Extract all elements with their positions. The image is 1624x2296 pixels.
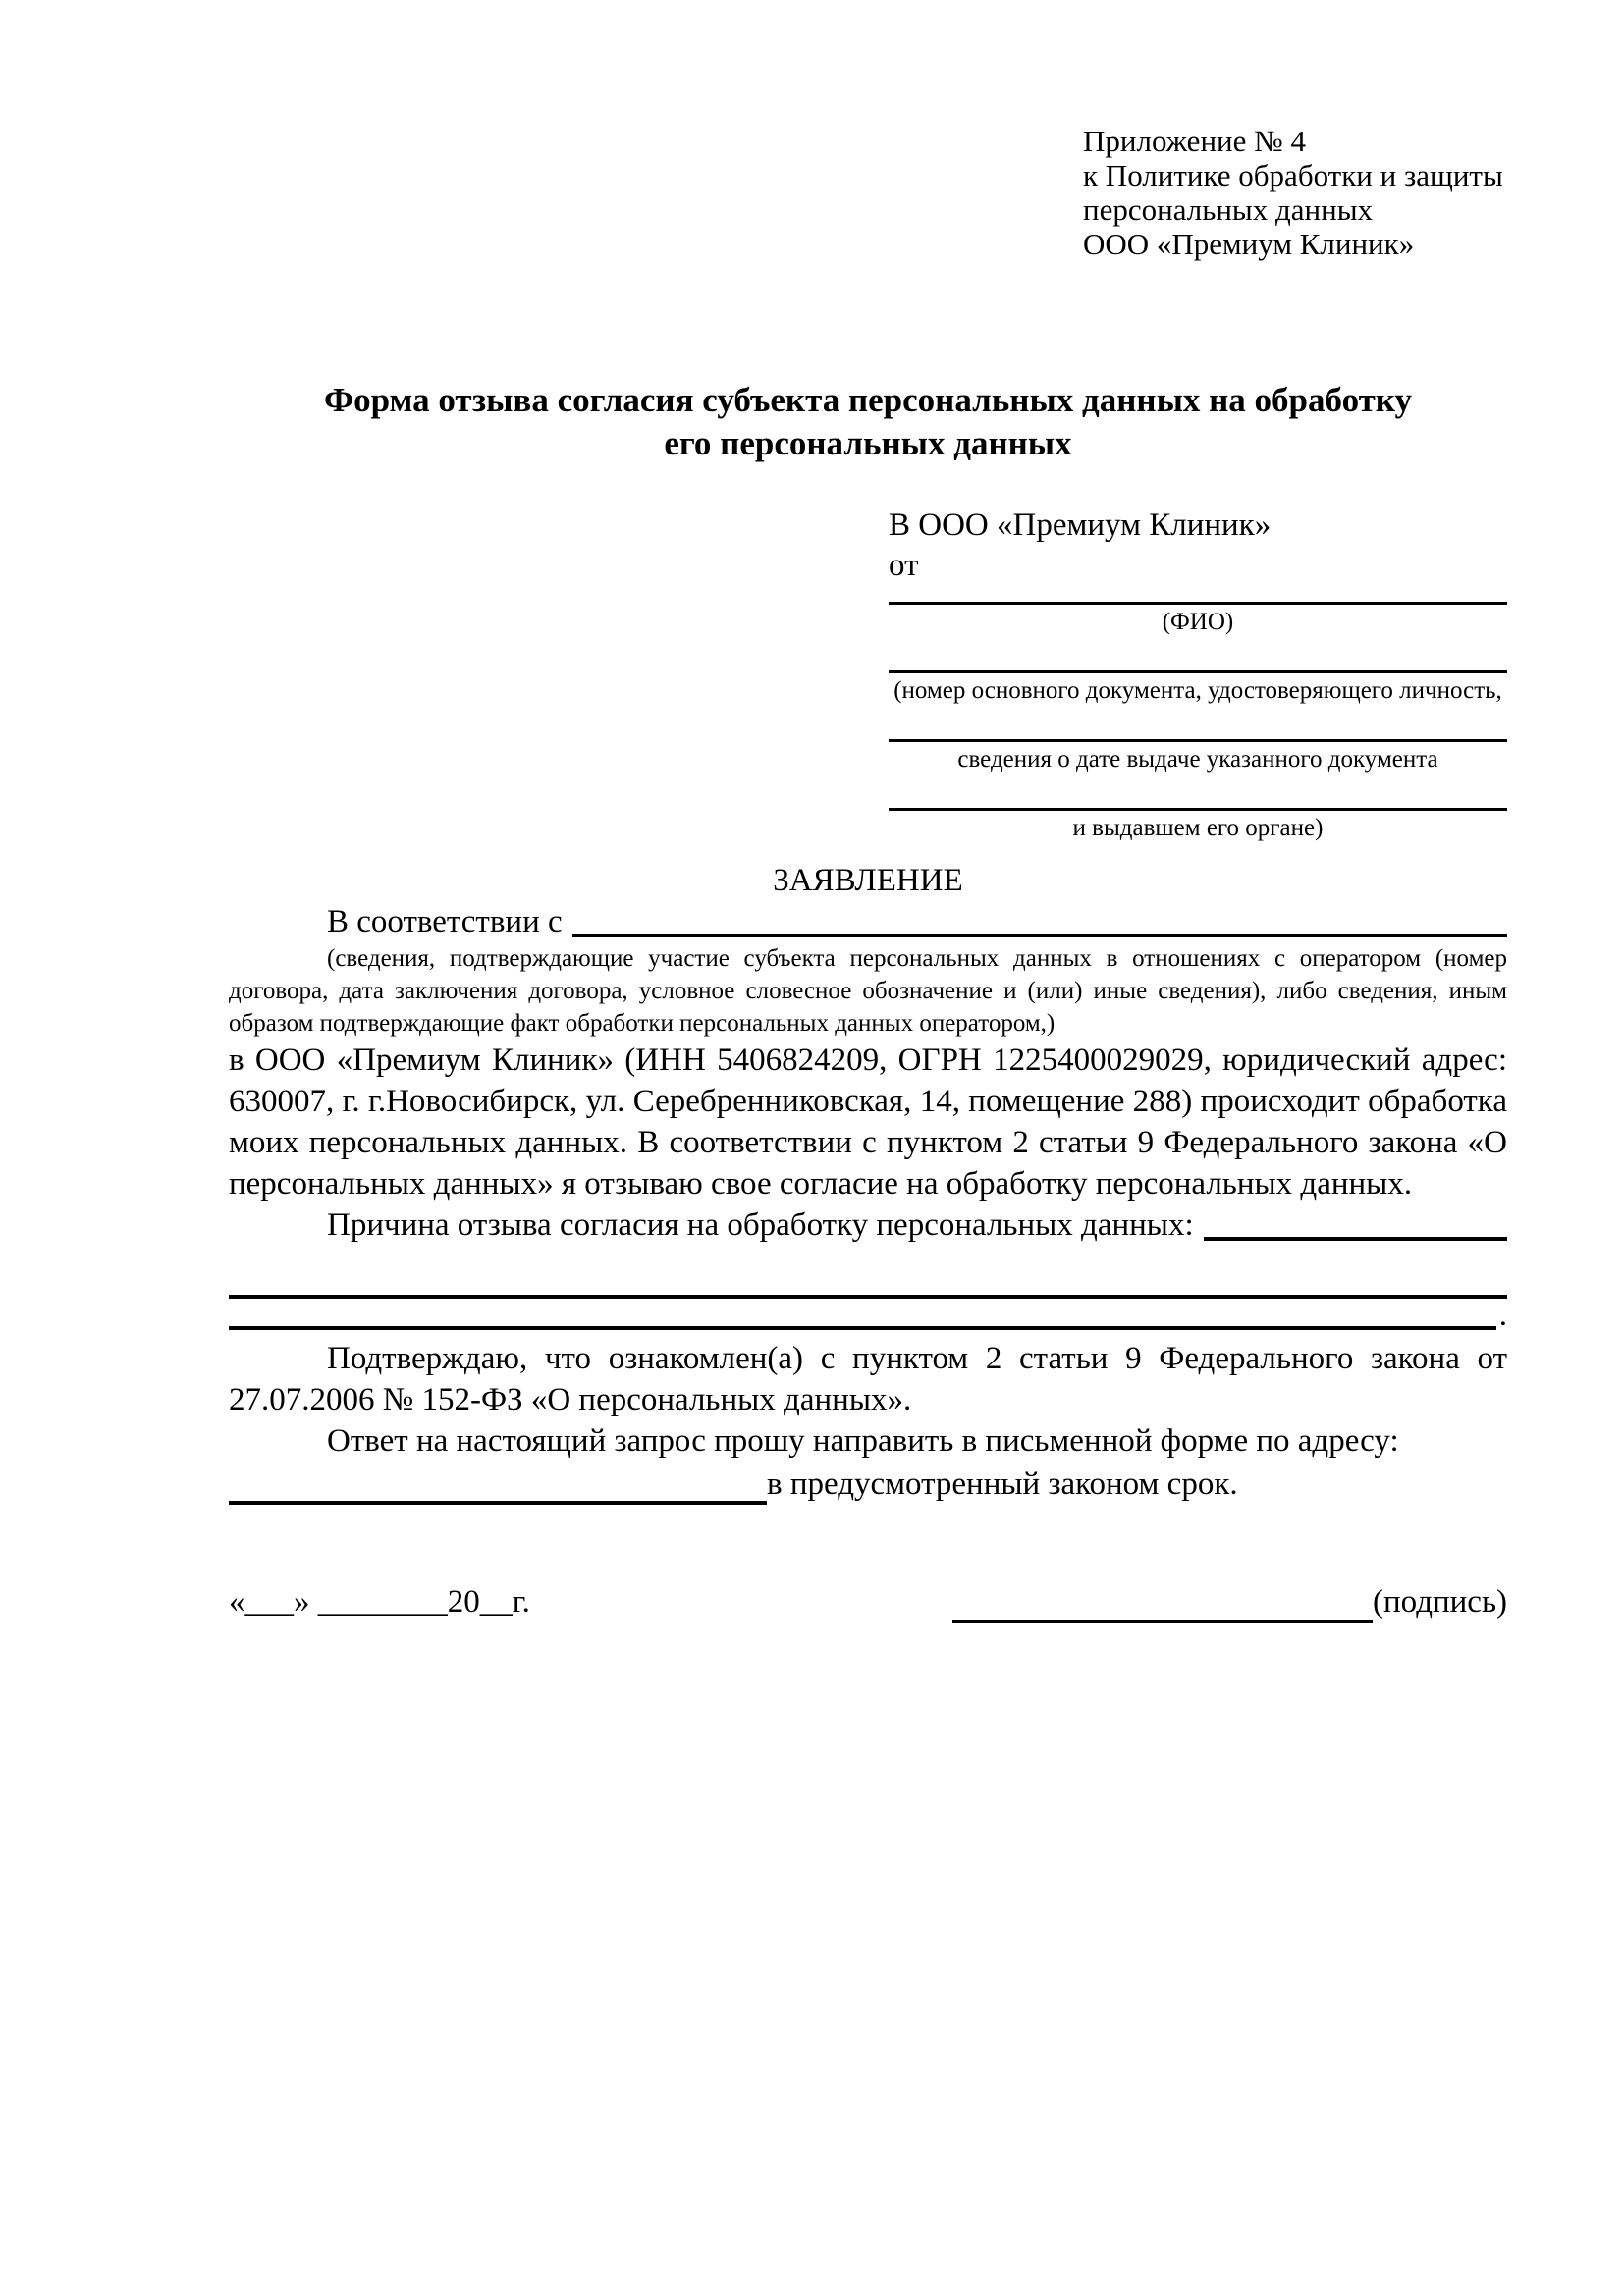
fio-label: (ФИО) (1162, 609, 1234, 635)
document-title (229, 379, 1507, 465)
addressee-from: от (889, 548, 919, 583)
reason-prefix: Причина отзыва согласия на обработку персональных данных: (327, 1207, 1194, 1243)
issue-date-blank-line (889, 722, 1507, 742)
basis-row (229, 901, 1507, 942)
reply-address-row (229, 1462, 1507, 1505)
appendix-line: персональных данных (1083, 192, 1374, 227)
appendix-line: к Политике обработки и защиты (1083, 158, 1503, 192)
document-title-line: Форма отзыва согласия субъекта персональных данных на обработку (324, 381, 1412, 419)
body-paragraph: в ООО «Премиум Клиник» (ИНН 5406824209, ОГРН 1225400029029, юридический адрес: 630007, г. г.Новосибирск, ул. Серебренниковская, 14, помещение 288) происходит обработка моих персональных данных. В соответствии с пунктом 2 статьи 9 Федерального закона «О персональных данных» я отзываю свое согласие на обработку персональных данных. (229, 1042, 1507, 1201)
reason-end-period: . (1498, 1298, 1507, 1333)
reason-extra-blank-line-2 (229, 1298, 1507, 1333)
footer-row (229, 1581, 1507, 1623)
fio-blank-line (889, 585, 1507, 605)
issuing-authority-label: и выдавшем его органе) (1072, 815, 1324, 841)
issue-date-label: сведения о дате выдаче указанного документа (957, 746, 1438, 773)
statement-heading: ЗАЯВЛЕНИЕ (773, 863, 963, 898)
reply-paragraph: Ответ на настоящий запрос прошу направить в письменной форме по адресу: (327, 1423, 1399, 1459)
document-number-label: (номер основного документа, удостоверяющего личность, (893, 677, 1502, 704)
signature-label: (подпись) (1373, 1584, 1507, 1620)
addressee-field-issue-date (889, 722, 1507, 774)
reason-extra-blank-line-1 (229, 1246, 1507, 1299)
addressee-to: В ООО «Премиум Клиник» (889, 507, 1272, 543)
basis-blank-line (572, 901, 1507, 937)
reply-suffix: в предусмотренный законом срок. (767, 1467, 1238, 1502)
appendix-line: ООО «Премиум Клиник» (1083, 227, 1415, 261)
addressee-field-document-number (889, 654, 1507, 706)
document-number-blank-line (889, 654, 1507, 673)
addressee-field-fio (889, 585, 1507, 637)
appendix-block (1083, 124, 1507, 261)
addressee-block (889, 505, 1507, 843)
footnote-text: (сведения, подтверждающие участие субъекта персональных данных в отношениях с оператором (номер договора, дата заключения договора, условное словесное обозначение и (или) иные сведения), либо сведения, иным образом подтверждающие факт обработки персональных данных оператором,) (229, 945, 1507, 1037)
address-blank-line (229, 1462, 767, 1505)
appendix-line: Приложение № 4 (1083, 124, 1306, 158)
document-title-line: его персональных данных (664, 424, 1072, 462)
issuing-authority-blank-line (889, 791, 1507, 811)
basis-prefix: В соответствии с (327, 904, 563, 939)
addressee-field-issuing-authority (889, 791, 1507, 843)
signature-group (952, 1581, 1507, 1623)
confirmation-paragraph: Подтверждаю, что ознакомлен(а) с пунктом 2 статьи 9 Федерального закона от 27.07.2006 № 152-ФЗ «О персональных данных». (229, 1341, 1507, 1417)
reason-extra-blank-line-2-rule (229, 1299, 1496, 1330)
date-line: «___» ________20__г. (229, 1584, 530, 1620)
reason-blank-line (1204, 1204, 1507, 1241)
reason-row (229, 1204, 1507, 1246)
signature-blank-line (952, 1587, 1373, 1623)
